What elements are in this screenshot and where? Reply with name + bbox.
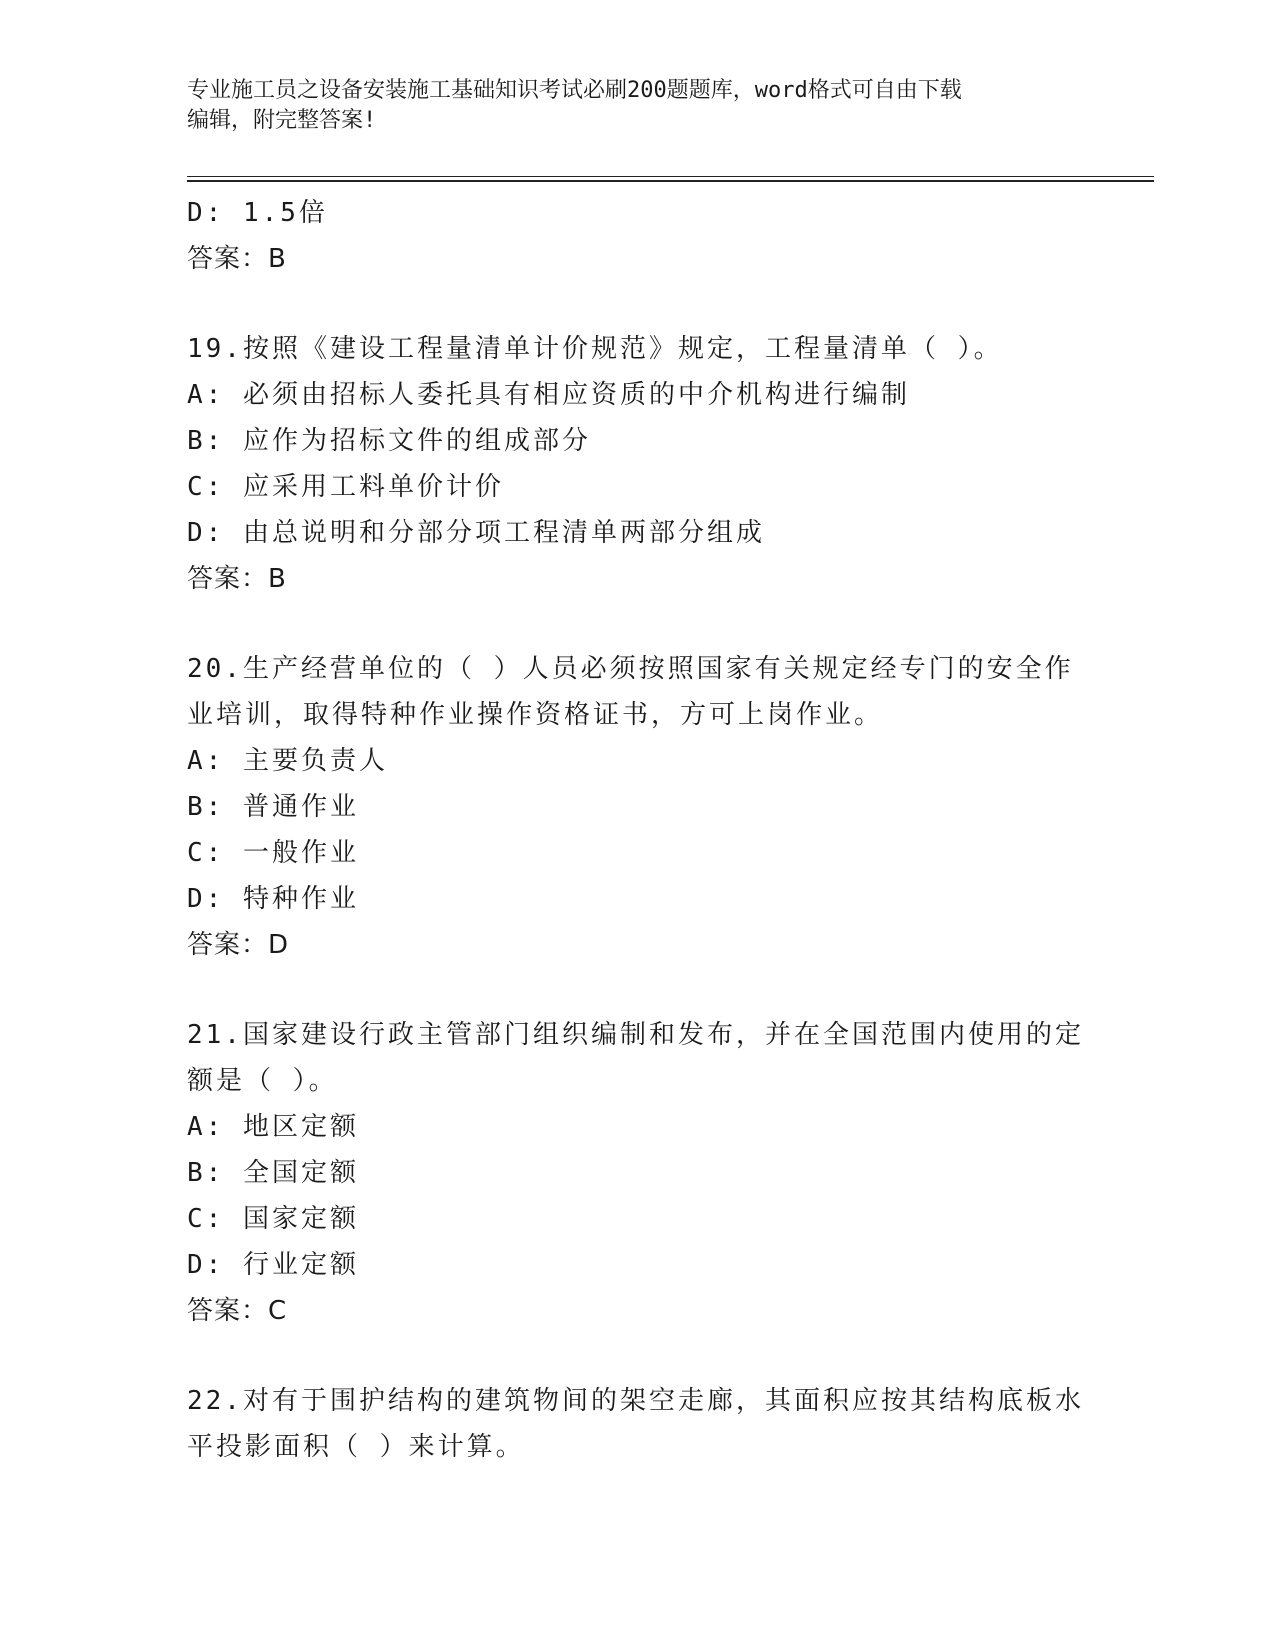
spacer	[187, 1334, 1087, 1378]
question-stem: 21.国家建设行政主管部门组织编制和发布，并在全国范围内使用的定	[187, 1020, 1084, 1050]
spacer	[187, 602, 1087, 646]
option-c: C: 国家定额	[187, 1204, 359, 1234]
option-b: B: 普通作业	[187, 792, 359, 822]
header-line-1: 专业施工员之设备安装施工基础知识考试必刷200题题库，word格式可自由下载	[187, 78, 962, 103]
option-d: D: 由总说明和分部分项工程清单两部分组成	[187, 518, 765, 548]
header-line-2: 编辑，附完整答案!	[187, 108, 377, 133]
question-stem: 19.按照《建设工程量清单计价规范》规定，工程量清单（ ）。	[187, 334, 1003, 364]
question-block	[187, 1378, 1087, 1470]
question-list	[187, 190, 1087, 1470]
answer: 答案：B	[187, 244, 287, 274]
question-block	[187, 646, 1087, 968]
header-divider-thick	[187, 180, 1154, 182]
question-stem-continued: 额是（ ）。	[187, 1066, 338, 1096]
question-stem: 22.对有于围护结构的建筑物间的架空走廊，其面积应按其结构底板水	[187, 1386, 1084, 1416]
option-c: C: 一般作业	[187, 838, 359, 868]
question-block	[187, 1012, 1087, 1334]
question-block	[187, 326, 1087, 602]
option-a: A: 主要负责人	[187, 746, 388, 776]
option-d: D: 1.5倍	[187, 198, 328, 228]
option-c: C: 应采用工料单价计价	[187, 472, 504, 502]
header-divider-thin	[187, 176, 1154, 177]
option-d: D: 行业定额	[187, 1250, 359, 1280]
option-a: A: 地区定额	[187, 1112, 359, 1142]
option-a: A: 必须由招标人委托具有相应资质的中介机构进行编制	[187, 380, 910, 410]
question-stem-continued: 业培训，取得特种作业操作资格证书，方可上岗作业。	[187, 700, 884, 730]
document-header	[187, 76, 1087, 136]
answer: 答案：D	[187, 930, 290, 960]
question-stem: 20.生产经营单位的（ ）人员必须按照国家有关规定经专门的安全作	[187, 654, 1074, 684]
spacer	[187, 968, 1087, 1012]
option-b: B: 应作为招标文件的组成部分	[187, 426, 591, 456]
option-b: B: 全国定额	[187, 1158, 359, 1188]
answer: 答案：C	[187, 1296, 288, 1326]
spacer	[187, 282, 1087, 326]
answer: 答案：B	[187, 564, 287, 594]
question-stem-continued: 平投影面积（ ）来计算。	[187, 1432, 525, 1462]
option-d: D: 特种作业	[187, 884, 359, 914]
